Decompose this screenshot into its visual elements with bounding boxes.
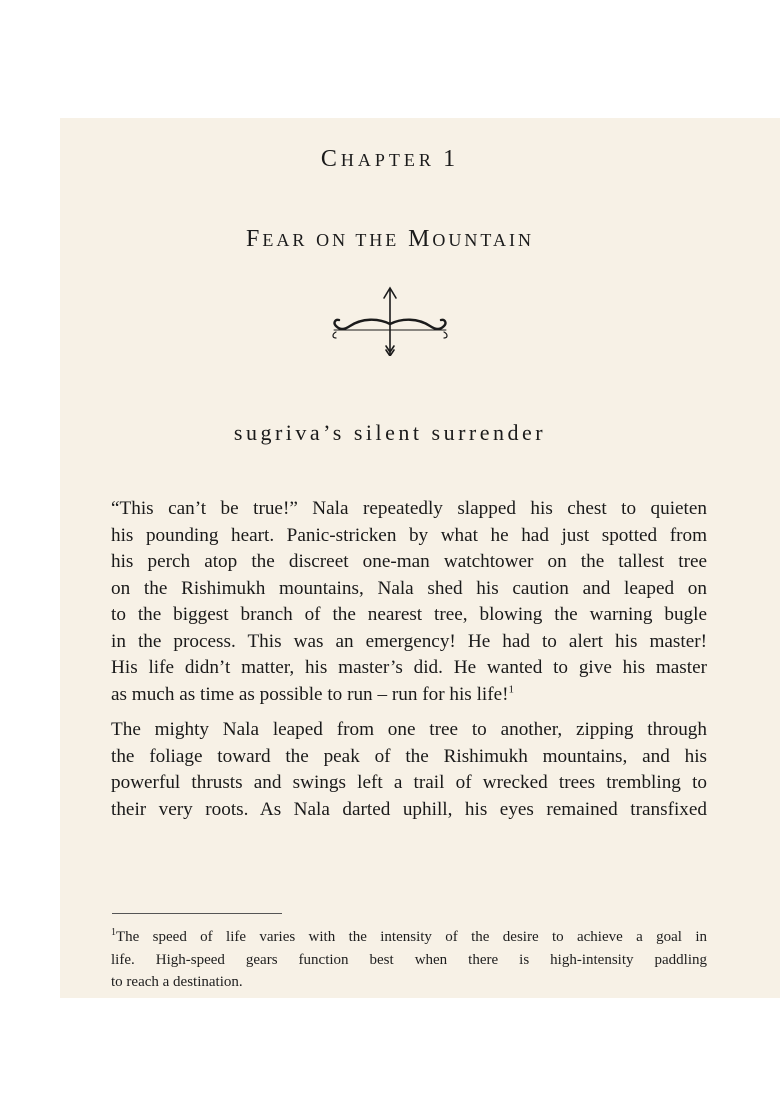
body-text (111, 496, 707, 832)
paragraph-2-line: The mighty Nala leaped from one tree to another, zipping through (111, 719, 707, 740)
paragraph-1-line: to the biggest branch of the nearest tree, blowing the warning bugle (111, 604, 707, 625)
paragraph-1-line: as much as time as possible to run – run for his life! (111, 683, 509, 705)
footnote-mark: 1 (111, 927, 116, 938)
paragraph-1-line: his perch atop the discreet one-man watchtower on the tallest tree (111, 551, 707, 572)
footnote-line: life. High-speed gears function best when there is high-intensity paddling (111, 951, 707, 968)
paragraph-1-line: on the Rishimukh mountains, Nala shed his caution and leaped on (111, 577, 707, 599)
footnote-divider (112, 913, 282, 914)
footnote (111, 926, 707, 994)
chapter-label (0, 146, 780, 173)
chapter-label-rest: HAPTER (340, 150, 435, 170)
paragraph-1-line: “This can’t be true!” Nala repeatedly slapped his chest to quieten (111, 498, 707, 519)
footnote-reference[interactable]: 1 (508, 683, 515, 696)
bow-and-arrow-ornament-icon (328, 284, 452, 356)
chapter-title-word-1-initial: F (246, 226, 263, 252)
paragraph-1-last-line (111, 682, 707, 709)
chapter-title-word-2: ON THE (316, 230, 400, 250)
section-title: sugriva’s silent surrender (233, 420, 547, 445)
chapter-title (0, 226, 780, 253)
paragraph-1-line: his pounding heart. Panic-stricken by what he had just spotted from (111, 524, 707, 546)
chapter-title-word-3-rest: OUNTAIN (432, 230, 534, 250)
paragraph-1-line: His life didn’t matter, his master’s did. He wanted to give his master (111, 657, 707, 678)
paragraph-2-line: the foliage toward the peak of the Rishimukh mountains, and his (111, 745, 707, 767)
chapter-title-word-3-initial: M (408, 226, 433, 252)
footnote-line: to reach a destination. (111, 974, 243, 990)
paragraph-1-line: in the process. This was an emergency! He had to alert his master! (111, 630, 707, 652)
footnote-text: The speed of life varies with the intensity of the desire to achieve a goal in (116, 929, 707, 945)
chapter-title-word-1-rest: EAR (262, 230, 308, 250)
paragraph-2 (111, 717, 707, 823)
chapter-label-initial: C (320, 146, 341, 172)
paragraph-2-line: powerful thrusts and swings left a trail of wrecked trees trembling to (111, 772, 707, 793)
footnote-line-1 (111, 926, 707, 949)
paragraph-2-line: their very roots. As Nala darted uphill, his eyes remained transfixed (111, 798, 707, 820)
chapter-number: 1 (443, 146, 460, 172)
paragraph-1 (111, 496, 707, 708)
